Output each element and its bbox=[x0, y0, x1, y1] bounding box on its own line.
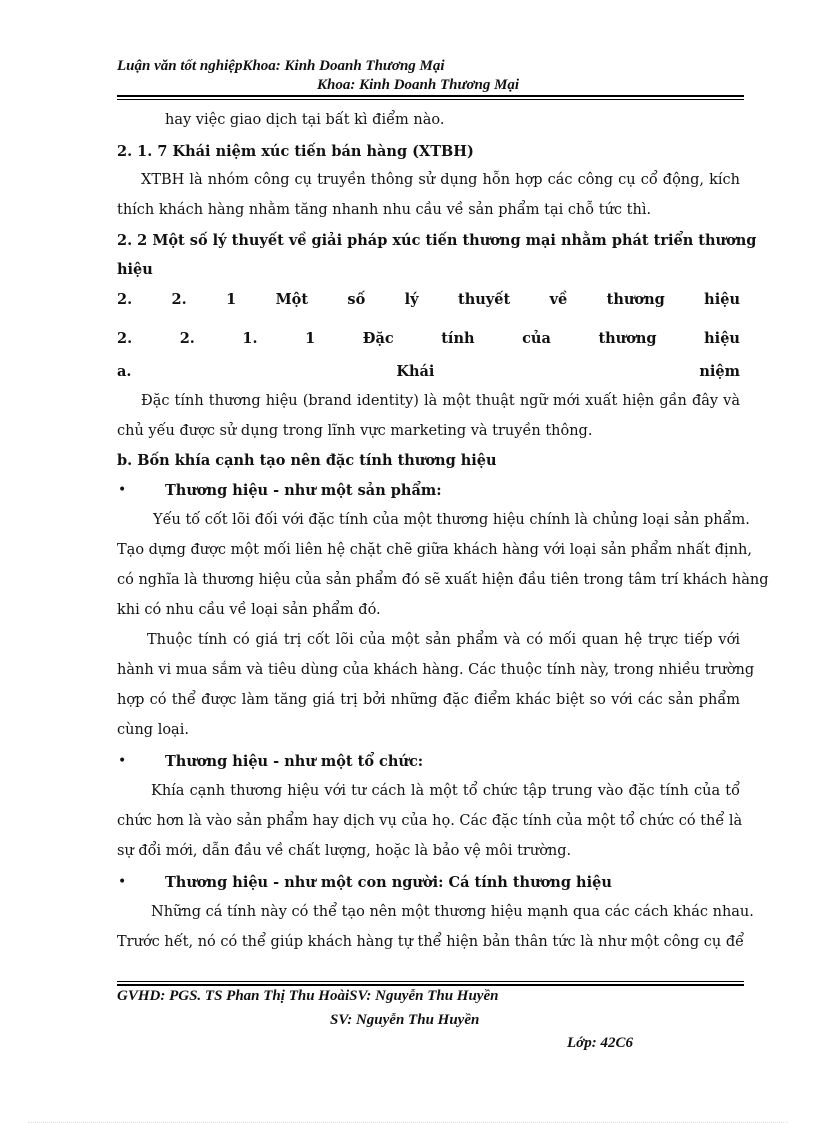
paragraph-line: Đặc tính thương hiệu (brand identity) là một thuật ngữ mới xuất hiện gần đây và bbox=[141, 393, 740, 409]
paragraph-line: Trước hết, nó có thể giúp khách hàng tự thể hiện bản thân tức là như một công cụ để bbox=[117, 934, 745, 950]
paragraph-line: khi có nhu cầu về loại sản phẩm đó. bbox=[117, 602, 381, 618]
paragraph-line: có nghĩa là thương hiệu của sản phẩm đó sẽ xuất hiện đầu tiên trong tâm trí khách hàng bbox=[117, 572, 769, 588]
paragraph-line: hợp có thể được làm tăng giá trị bởi những đặc điểm khác biệt so với các sản phẩm bbox=[117, 692, 740, 708]
heading-word: 1 bbox=[226, 291, 237, 308]
heading-word: 2. bbox=[117, 291, 133, 308]
paragraph-line: Khía cạnh thương hiệu với tư cách là một tổ chức tập trung vào đặc tính của tổ bbox=[151, 783, 740, 799]
heading-word: 2. bbox=[171, 291, 187, 308]
heading-a bbox=[117, 363, 740, 380]
paragraph-line: hành vi mua sắm và tiêu dùng của khách hàng. Các thuộc tính này, trong nhiều trường bbox=[117, 662, 755, 678]
heading-2-2: 2. 2 Một số lý thuyết về giải pháp xúc tiến thương mại nhằm phát triển thương bbox=[117, 232, 757, 249]
paragraph-line: chủ yếu được sử dụng trong lĩnh vực marketing và truyền thông. bbox=[117, 423, 593, 439]
heading-word: hiệu bbox=[704, 330, 740, 347]
paragraph-line: Thuộc tính có giá trị cốt lõi của một sản phẩm và có mối quan hệ trực tiếp với bbox=[147, 632, 740, 648]
paragraph-line: sự đổi mới, dẫn đầu về chất lượng, hoặc là bảo vệ môi trường. bbox=[117, 843, 572, 859]
heading-word: Đặc bbox=[362, 330, 394, 347]
bullet-icon: • bbox=[118, 874, 127, 890]
heading-word: 2. bbox=[117, 330, 133, 347]
heading-word: về bbox=[549, 291, 568, 308]
paragraph-line: hay việc giao dịch tại bất kì điểm nào. bbox=[165, 112, 445, 128]
heading-word: 1. bbox=[242, 330, 258, 347]
heading-word: Một bbox=[275, 291, 309, 308]
heading-word: 2. bbox=[179, 330, 195, 347]
bullet-heading-person: Thương hiệu - như một con người: Cá tính thương hiệu bbox=[165, 874, 612, 891]
heading-word: hiệu bbox=[704, 291, 740, 308]
footer-rule-thick bbox=[117, 984, 744, 986]
footer-line1: GVHD: PGS. TS Phan Thị Thu HoàiSV: Nguyễn Thu Huyền bbox=[117, 988, 499, 1004]
paragraph-line: chức hơn là vào sản phẩm hay dịch vụ của họ. Các đặc tính của một tổ chức có thể là bbox=[117, 813, 743, 829]
footer-line2: SV: Nguyễn Thu Huyền bbox=[330, 1012, 480, 1028]
paragraph-line: Yếu tố cốt lõi đối với đặc tính của một thương hiệu chính là chủng loại sản phẩm. bbox=[153, 512, 750, 528]
paragraph-line: thích khách hàng nhằm tăng nhanh nhu cầu về sản phẩm tại chỗ tức thì. bbox=[117, 202, 652, 218]
heading-word: 1 bbox=[305, 330, 316, 347]
heading-word: niệm bbox=[699, 363, 740, 380]
bullet-icon: • bbox=[118, 482, 127, 498]
heading-word: a. bbox=[117, 363, 132, 380]
heading-2-1-7: 2. 1. 7 Khái niệm xúc tiến bán hàng (XTBH) bbox=[117, 143, 474, 160]
header-title-line2: Khoa: Kinh Doanh Thương Mại bbox=[317, 77, 520, 93]
heading-2-2-1 bbox=[117, 291, 740, 308]
bullet-heading-product: Thương hiệu - như một sản phẩm: bbox=[165, 482, 442, 499]
paragraph-line: Tạo dựng được một mối liên hệ chặt chẽ giữa khách hàng với loại sản phẩm nhất định, bbox=[117, 542, 752, 558]
heading-word: của bbox=[522, 330, 551, 347]
header-rule-thin bbox=[117, 99, 744, 100]
heading-word: số bbox=[347, 291, 366, 308]
heading-word: Khái bbox=[396, 363, 435, 380]
bullet-heading-organization: Thương hiệu - như một tổ chức: bbox=[165, 753, 424, 770]
header-title-line1: Luận văn tốt nghiệpKhoa: Kinh Doanh Thương Mại bbox=[117, 58, 445, 74]
footer-class: Lớp: 42C6 bbox=[567, 1035, 633, 1051]
heading-b: b. Bốn khía cạnh tạo nên đặc tính thương hiệu bbox=[117, 452, 497, 469]
heading-word: lý bbox=[404, 291, 419, 308]
heading-word: thương bbox=[606, 291, 665, 308]
heading-word: thuyết bbox=[458, 291, 511, 308]
paragraph-line: Những cá tính này có thể tạo nên một thương hiệu mạnh qua các cách khác nhau. bbox=[151, 904, 754, 920]
paragraph-line: cùng loại. bbox=[117, 722, 189, 738]
footer-rule-thin bbox=[117, 981, 744, 982]
paragraph-line: XTBH là nhóm công cụ truyền thông sử dụng hỗn hợp các công cụ cổ động, kích bbox=[141, 172, 740, 188]
heading-word: tính bbox=[441, 330, 475, 347]
heading-2-2-1-1 bbox=[117, 330, 740, 347]
heading-word: thương bbox=[598, 330, 657, 347]
header-rule-thick bbox=[117, 95, 744, 97]
bullet-icon: • bbox=[118, 753, 127, 769]
heading-2-2-cont: hiệu bbox=[117, 261, 153, 278]
